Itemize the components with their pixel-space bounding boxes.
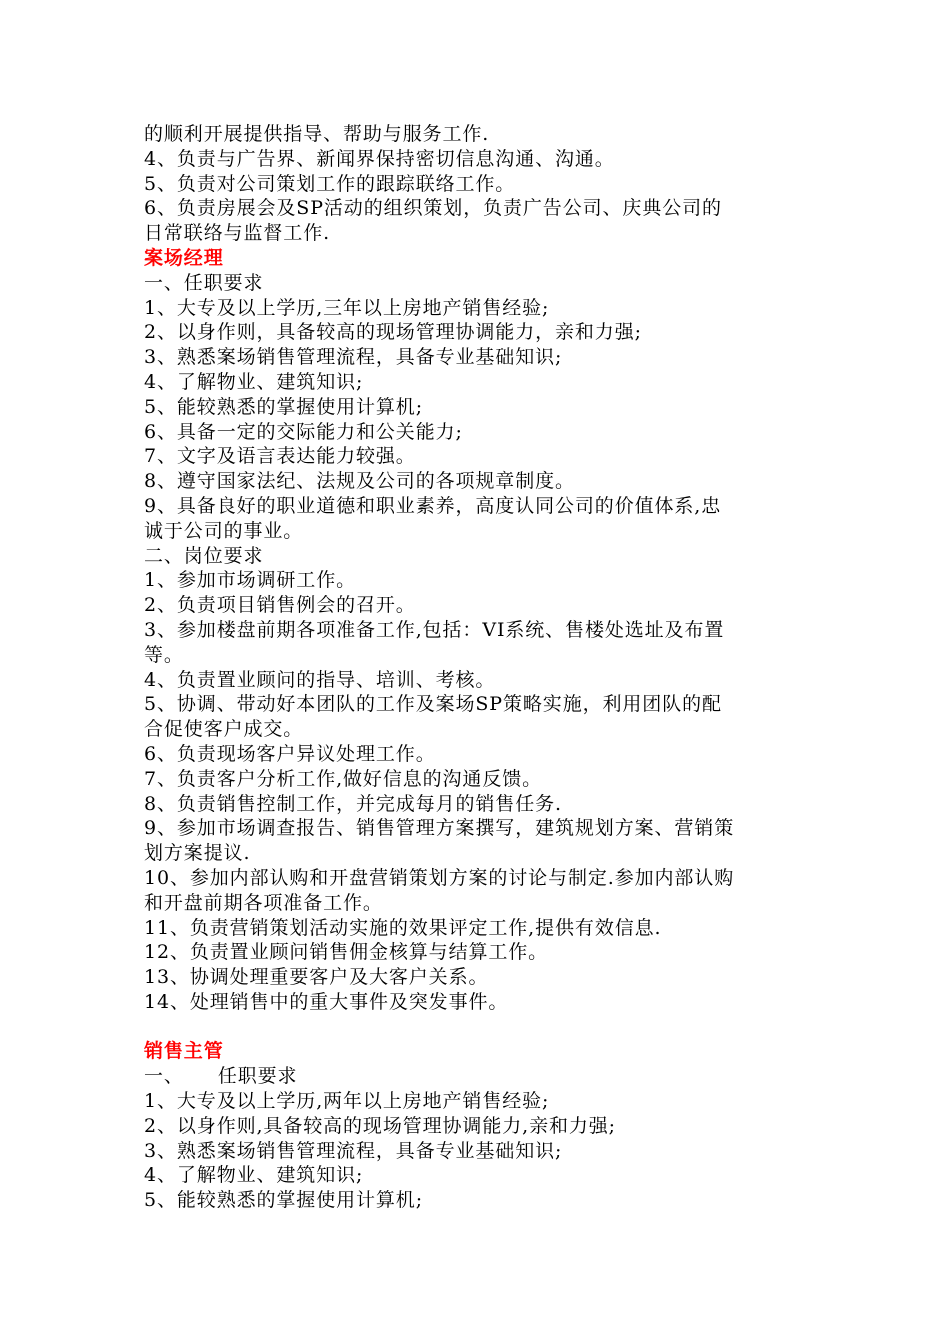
list-item: 13、协调处理重要客户及大客户关系。 [144,966,489,989]
list-item: 6、负责现场客户异议处理工作。 [144,742,436,765]
list-item: 划方案提议. [144,842,251,865]
list-item: 6、具备一定的交际能力和公关能力; [144,420,463,443]
list-item: 4、了解物业、建筑知识; [144,370,364,393]
list-item: 7、负责客户分析工作,做好信息的沟通反馈。 [144,767,543,790]
list-item: 1、大专及以上学历,两年以上房地产销售经验; [144,1090,550,1113]
list-item: 5、协调、带动好本团队的工作及案场SP策略实施，利用团队的配 [144,693,722,716]
list-item: 等。 [144,643,184,666]
paragraph-line: 日常联络与监督工作. [144,222,331,245]
section-site-manager [144,246,808,1015]
list-item: 9、参加市场调查报告、销售管理方案撰写，建筑规划方案、营销策 [144,817,735,840]
paragraph-line: 6、负责房展会及SP活动的组织策划，负责广告公司、庆典公司的 [144,197,722,220]
paragraph-line: 5、负责对公司策划工作的跟踪联络工作。 [144,172,516,195]
section-top [144,122,808,246]
list-item: 1、大专及以上学历,三年以上房地产销售经验; [144,296,550,319]
list-item: 12、负责置业顾问销售佣金核算与结算工作。 [144,941,549,964]
document-page [144,122,808,1213]
list-item: 和开盘前期各项准备工作。 [144,891,383,914]
list-item: 4、负责置业顾问的指导、培训、考核。 [144,668,496,691]
list-item: 7、文字及语言表达能力较强。 [144,445,416,468]
list-item: 1、参加市场调研工作。 [144,569,356,592]
subsection-title: 一、任职要求 [144,271,264,294]
list-item: 2、以身作则,具备较高的现场管理协调能力,亲和力强; [144,1114,616,1137]
list-item: 合促使客户成交。 [144,718,304,741]
list-item: 3、熟悉案场销售管理流程，具备专业基础知识; [144,1139,563,1162]
list-item: 诚于公司的事业。 [144,519,304,542]
section-heading: 销售主管 [144,1040,224,1063]
subsection-title: 二、岗位要求 [144,544,264,567]
list-item: 5、能较熟悉的掌握使用计算机; [144,395,423,418]
list-item: 5、能较熟悉的掌握使用计算机; [144,1189,423,1212]
blank-line [144,1015,808,1040]
list-item: 8、负责销售控制工作，并完成每月的销售任务. [144,792,562,815]
subsection-label: 任职要求 [217,1065,298,1088]
list-item: 11、负责营销策划活动实施的效果评定工作,提供有效信息. [144,916,662,939]
subsection-number: 一、 [144,1065,184,1088]
list-item: 2、负责项目销售例会的召开。 [144,594,416,617]
list-item: 2、以身作则，具备较高的现场管理协调能力，亲和力强; [144,321,642,344]
paragraph-line: 4、负责与广告界、新闻界保持密切信息沟通、沟通。 [144,147,615,170]
paragraph-line: 的顺利开展提供指导、帮助与服务工作. [144,123,490,145]
section-heading: 案场经理 [144,246,224,269]
list-item: 4、了解物业、建筑知识; [144,1164,364,1187]
list-item: 3、参加楼盘前期各项准备工作,包括：VI系统、售楼处选址及布置 [144,618,725,641]
list-item: 10、参加内部认购和开盘营销策划方案的讨论与制定.参加内部认购 [144,866,735,889]
list-item: 8、遵守国家法纪、法规及公司的各项规章制度。 [144,470,575,493]
list-item: 3、熟悉案场销售管理流程，具备专业基础知识; [144,346,563,369]
subsection-title [144,1064,808,1089]
list-item: 9、具备良好的职业道德和职业素养，高度认同公司的价值体系,忠 [144,494,722,517]
section-sales-supervisor [144,1039,808,1213]
list-item: 14、处理销售中的重大事件及突发事件。 [144,990,509,1013]
